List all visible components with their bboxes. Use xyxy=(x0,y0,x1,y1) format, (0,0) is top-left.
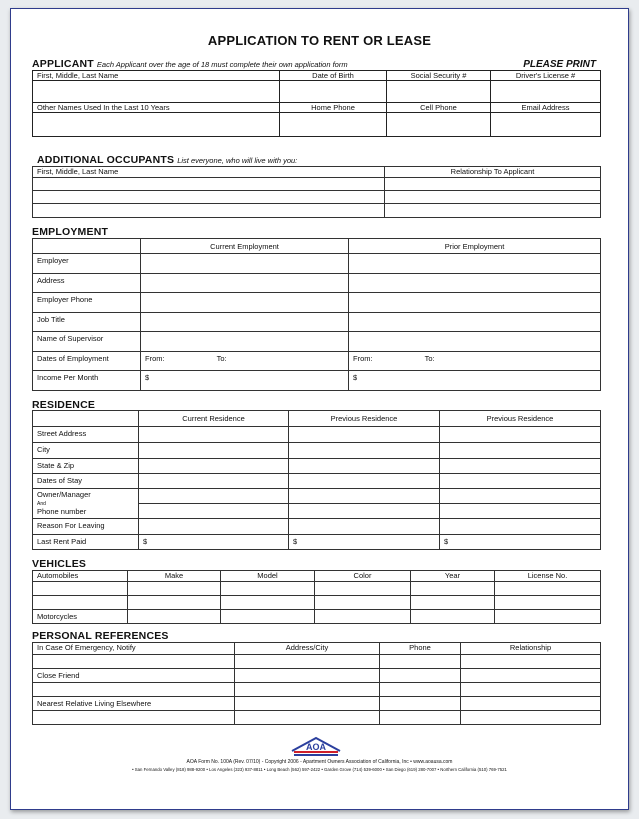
vehicle-field[interactable] xyxy=(33,596,128,610)
residence-field[interactable] xyxy=(139,443,289,459)
owner-and: And xyxy=(37,501,46,507)
current-supervisor-field[interactable] xyxy=(141,332,349,352)
to-label: To: xyxy=(424,354,435,363)
reference-field[interactable] xyxy=(380,711,461,725)
rent-field[interactable] xyxy=(440,535,601,550)
occupant-name-header: First, Middle, Last Name xyxy=(33,167,385,178)
residence-field[interactable] xyxy=(139,459,289,474)
vehicle-field[interactable] xyxy=(221,582,315,596)
current-employment-header: Current Employment xyxy=(141,239,349,254)
prior-phone-field[interactable] xyxy=(349,293,601,313)
residence-field[interactable] xyxy=(139,519,289,535)
make-header: Make xyxy=(128,571,221,582)
supervisor-label: Name of Supervisor xyxy=(33,332,141,352)
vehicle-field[interactable] xyxy=(495,610,601,624)
dollar-sign: $ xyxy=(145,373,150,382)
residence-field[interactable] xyxy=(440,459,601,474)
vehicle-field[interactable] xyxy=(315,582,411,596)
reference-field[interactable] xyxy=(461,697,601,711)
reference-field[interactable] xyxy=(33,655,235,669)
reference-field[interactable] xyxy=(461,655,601,669)
applicant-table xyxy=(32,70,601,137)
applicant-dob-field[interactable] xyxy=(280,81,387,103)
to-label: To: xyxy=(216,354,227,363)
prior-address-field[interactable] xyxy=(349,274,601,293)
from-label: From: xyxy=(145,354,165,363)
other-names-field[interactable] xyxy=(33,113,280,137)
residence-field[interactable] xyxy=(289,519,440,535)
previous-residence-header: Previous Residence xyxy=(289,411,440,427)
residence-field[interactable] xyxy=(139,489,289,504)
residence-field[interactable] xyxy=(139,504,289,519)
occupant-name-field[interactable] xyxy=(33,178,385,191)
residence-field[interactable] xyxy=(289,459,440,474)
applicant-name-label: First, Middle, Last Name xyxy=(33,71,280,81)
residence-field[interactable] xyxy=(289,474,440,489)
applicant-name-field[interactable] xyxy=(33,81,280,103)
applicant-license-field[interactable] xyxy=(491,81,601,103)
applicant-license-label: Driver's License # xyxy=(491,71,601,81)
vehicle-field[interactable] xyxy=(128,610,221,624)
residence-heading: RESIDENCE xyxy=(32,399,96,411)
close-friend-label: Close Friend xyxy=(33,669,235,683)
owner-manager-label xyxy=(33,489,139,519)
rent-field[interactable] xyxy=(139,535,289,550)
vehicle-field[interactable] xyxy=(221,610,315,624)
current-income-field[interactable] xyxy=(141,371,349,391)
residence-field[interactable] xyxy=(139,474,289,489)
email-field[interactable] xyxy=(491,113,601,137)
vehicle-field[interactable] xyxy=(128,596,221,610)
vehicle-field[interactable] xyxy=(128,582,221,596)
applicant-heading xyxy=(32,58,348,70)
address-city-header: Address/City xyxy=(235,643,380,655)
residence-field[interactable] xyxy=(139,427,289,443)
employer-address-label: Address xyxy=(33,274,141,293)
footer-offices: • San Fernando Valley (818) 988-9200 • Los Angeles (323) 937-8811 • Long Beach (562) 597-2422 • Garden Grove (714) 539-6000 • San Diego (619) 280-7007 • Northern California (510) 769-7521 xyxy=(132,767,507,772)
vehicle-field[interactable] xyxy=(221,596,315,610)
occupant-relationship-field[interactable] xyxy=(385,191,601,204)
from-label: From: xyxy=(353,354,373,363)
current-address-field[interactable] xyxy=(141,274,349,293)
nearest-relative-label: Nearest Relative Living Elsewhere xyxy=(33,697,235,711)
job-title-label: Job Title xyxy=(33,313,141,332)
street-address-label: Street Address xyxy=(33,427,139,443)
owner-manager-line1: Owner/Manager xyxy=(37,490,91,499)
occupants-table xyxy=(32,166,601,218)
license-header: License No. xyxy=(495,571,601,582)
rent-field[interactable] xyxy=(289,535,440,550)
occupant-name-field[interactable] xyxy=(33,191,385,204)
references-table xyxy=(32,642,601,725)
residence-field[interactable] xyxy=(289,489,440,504)
dollar-sign: $ xyxy=(293,537,298,546)
please-print: PLEASE PRINT xyxy=(523,59,596,70)
prior-job-title-field[interactable] xyxy=(349,313,601,332)
application-form xyxy=(10,8,629,810)
applicant-ssn-label: Social Security # xyxy=(387,71,491,81)
employment-heading: EMPLOYMENT xyxy=(32,226,109,238)
motorcycles-label: Motorcycles xyxy=(33,610,128,624)
vehicle-field[interactable] xyxy=(411,596,495,610)
reference-field[interactable] xyxy=(235,669,380,683)
reason-for-leaving-label: Reason For Leaving xyxy=(33,519,139,535)
reference-field[interactable] xyxy=(33,683,235,697)
reference-field[interactable] xyxy=(235,711,380,725)
cell-phone-label: Cell Phone xyxy=(387,103,491,113)
residence-field[interactable] xyxy=(440,474,601,489)
vehicles-table xyxy=(32,570,601,624)
footer-copyright: AOA Form No. 100A (Rev. 07/10) - Copyright 2006 - Apartment Owners Association of California, Inc • www.aoausa.com xyxy=(186,759,453,765)
applicant-note: Each Applicant over the age of 18 must complete their own application form xyxy=(96,60,348,69)
vehicle-field[interactable] xyxy=(495,596,601,610)
prior-income-field[interactable] xyxy=(349,371,601,391)
reference-field[interactable] xyxy=(235,655,380,669)
prior-employer-field[interactable] xyxy=(349,254,601,274)
reference-field[interactable] xyxy=(380,669,461,683)
vehicle-field[interactable] xyxy=(411,582,495,596)
residence-field[interactable] xyxy=(440,443,601,459)
emergency-contact-header: In Case Of Emergency, Notify xyxy=(33,643,235,655)
aoa-logo xyxy=(290,736,342,758)
home-phone-field[interactable] xyxy=(280,113,387,137)
reference-field[interactable] xyxy=(235,697,380,711)
vehicle-field[interactable] xyxy=(411,610,495,624)
occupant-relationship-header: Relationship To Applicant xyxy=(385,167,601,178)
reference-field[interactable] xyxy=(461,711,601,725)
cell-phone-field[interactable] xyxy=(387,113,491,137)
residence-field[interactable] xyxy=(440,427,601,443)
occupants-heading-label: ADDITIONAL OCCUPANTS xyxy=(37,154,175,166)
reference-field[interactable] xyxy=(33,711,235,725)
residence-field[interactable] xyxy=(289,443,440,459)
owner-manager-line2: Phone number xyxy=(37,507,87,516)
residence-field[interactable] xyxy=(289,504,440,519)
vehicles-heading: VEHICLES xyxy=(32,558,87,570)
occupant-name-field[interactable] xyxy=(33,204,385,218)
occupant-relationship-field[interactable] xyxy=(385,204,601,218)
reference-field[interactable] xyxy=(461,683,601,697)
occupants-heading xyxy=(37,154,297,166)
prior-dates-field[interactable] xyxy=(349,352,601,371)
other-names-label: Other Names Used In the Last 10 Years xyxy=(33,103,280,113)
previous-residence-header-2: Previous Residence xyxy=(440,411,601,427)
employer-label: Employer xyxy=(33,254,141,274)
residence-table xyxy=(32,410,601,550)
dates-of-employment-label: Dates of Employment xyxy=(33,352,141,371)
residence-field[interactable] xyxy=(289,427,440,443)
city-label: City xyxy=(33,443,139,459)
occupant-relationship-field[interactable] xyxy=(385,178,601,191)
prior-supervisor-field[interactable] xyxy=(349,332,601,352)
current-dates-field[interactable] xyxy=(141,352,349,371)
applicant-heading-label: APPLICANT xyxy=(32,58,94,70)
color-header: Color xyxy=(315,571,411,582)
reference-field[interactable] xyxy=(235,683,380,697)
dates-of-stay-label: Dates of Stay xyxy=(33,474,139,489)
state-zip-label: State & Zip xyxy=(33,459,139,474)
dollar-sign: $ xyxy=(444,537,449,546)
model-header: Model xyxy=(221,571,315,582)
dollar-sign: $ xyxy=(143,537,148,546)
vehicle-field[interactable] xyxy=(315,596,411,610)
dollar-sign: $ xyxy=(353,373,358,382)
reference-field[interactable] xyxy=(461,669,601,683)
current-residence-header: Current Residence xyxy=(139,411,289,427)
form-title: APPLICATION TO RENT OR LEASE xyxy=(207,33,432,48)
occupants-note: List everyone, who will live with you: xyxy=(177,156,298,165)
references-heading: PERSONAL REFERENCES xyxy=(32,630,169,642)
current-phone-field[interactable] xyxy=(141,293,349,313)
current-employer-field[interactable] xyxy=(141,254,349,274)
employer-phone-label: Employer Phone xyxy=(33,293,141,313)
svg-text:AOA: AOA xyxy=(306,742,326,752)
last-rent-paid-label: Last Rent Paid xyxy=(33,535,139,550)
year-header: Year xyxy=(411,571,495,582)
residence-field[interactable] xyxy=(440,504,601,519)
reference-field[interactable] xyxy=(380,655,461,669)
residence-field[interactable] xyxy=(440,519,601,535)
income-label: Income Per Month xyxy=(33,371,141,391)
home-phone-label: Home Phone xyxy=(280,103,387,113)
vehicle-field[interactable] xyxy=(33,582,128,596)
employment-table xyxy=(32,238,601,391)
applicant-dob-label: Date of Birth xyxy=(280,71,387,81)
residence-field[interactable] xyxy=(440,489,601,504)
prior-employment-header: Prior Employment xyxy=(349,239,601,254)
vehicle-field[interactable] xyxy=(315,610,411,624)
vehicle-field[interactable] xyxy=(495,582,601,596)
email-label: Email Address xyxy=(491,103,601,113)
automobiles-header: Automobiles xyxy=(33,571,128,582)
reference-field[interactable] xyxy=(380,697,461,711)
reference-field[interactable] xyxy=(380,683,461,697)
phone-header: Phone xyxy=(380,643,461,655)
relationship-header: Relationship xyxy=(461,643,601,655)
current-job-title-field[interactable] xyxy=(141,313,349,332)
applicant-ssn-field[interactable] xyxy=(387,81,491,103)
